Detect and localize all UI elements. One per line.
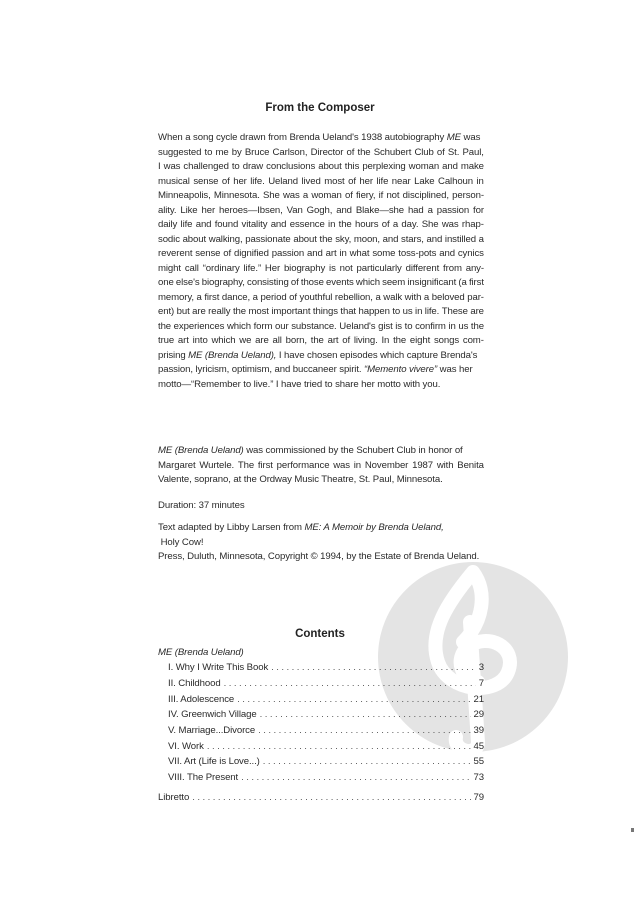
word: her — [233, 175, 247, 187]
text-line — [158, 305, 484, 320]
word: day. — [401, 219, 419, 230]
word: seem — [382, 277, 406, 288]
word: in — [339, 248, 347, 259]
text-segment: ME: A Memoir by Brenda Ueland, — [304, 522, 444, 533]
word: the — [319, 233, 333, 245]
word: us — [458, 320, 469, 332]
word: had — [407, 204, 424, 216]
word: Minneapolis, — [158, 190, 211, 201]
word: essence — [289, 219, 325, 230]
word: events — [326, 277, 354, 288]
word: vitality — [241, 219, 268, 230]
toc-item[interactable] — [158, 707, 484, 723]
text-line — [158, 262, 484, 277]
word: Bruce — [244, 146, 270, 158]
word: some — [372, 248, 396, 259]
word: the — [357, 146, 371, 158]
word: with — [404, 291, 422, 303]
word: period — [260, 291, 287, 303]
word: daily — [158, 219, 178, 230]
text-segment: prising — [158, 349, 189, 361]
toc-item[interactable] — [158, 660, 484, 676]
toc-leader-dots — [271, 660, 476, 676]
text-line — [158, 175, 484, 190]
word: was — [282, 190, 300, 201]
word: any- — [465, 262, 484, 274]
word: and — [336, 204, 352, 216]
word: the — [232, 306, 247, 317]
word: dance, — [221, 291, 251, 303]
word: confirm — [415, 320, 446, 332]
word: November — [364, 459, 409, 471]
toc-item-page: 45 — [473, 740, 484, 752]
word: different — [405, 262, 440, 274]
text-line — [158, 378, 484, 393]
word: sense — [195, 248, 221, 259]
word: first — [468, 277, 484, 288]
text-segment: Valente, soprano, at the Ordway Music Theatre, St. Paul, Minnesota. — [158, 474, 443, 485]
word: about — [182, 233, 207, 245]
word: and — [439, 248, 455, 259]
word: first — [257, 459, 273, 471]
word: her — [201, 204, 216, 216]
toc-item[interactable] — [158, 739, 484, 755]
word: challenged — [183, 161, 229, 172]
text-line — [158, 550, 484, 565]
word: what — [349, 248, 370, 259]
word: life — [180, 219, 193, 230]
word: we — [239, 335, 252, 346]
word: the — [310, 335, 324, 346]
word: rhap- — [461, 219, 484, 230]
word: St. — [447, 146, 460, 158]
word: was — [441, 219, 459, 230]
word: our — [275, 320, 289, 332]
word: make — [460, 161, 484, 172]
word: of — [290, 277, 299, 288]
text-line — [158, 247, 484, 262]
word: in — [328, 219, 336, 230]
word: beloved — [431, 291, 465, 303]
word: memory, — [158, 291, 194, 303]
word: performance — [276, 459, 330, 471]
word: Like — [180, 204, 198, 216]
toc-item[interactable] — [158, 754, 484, 770]
word: passionate — [245, 233, 291, 245]
word: moon, — [353, 233, 380, 245]
toc-item-label: VIII. The Present — [168, 772, 239, 784]
word: instilled — [444, 233, 477, 245]
word: life — [376, 175, 389, 187]
word: not — [339, 262, 353, 274]
toc-item-label: V. Marriage...Divorce — [168, 725, 256, 737]
word: to — [204, 146, 213, 158]
toc-item-page: 3 — [478, 662, 484, 674]
word: life. — [424, 306, 440, 317]
toc-item-label: Libretto — [158, 791, 190, 803]
word: eight — [409, 335, 431, 346]
word: of — [436, 146, 445, 158]
word: walk — [383, 291, 403, 303]
word: art — [327, 335, 339, 346]
word: sense — [193, 175, 219, 187]
word: really — [208, 306, 231, 317]
word: is — [395, 320, 402, 332]
word: disciplined, — [402, 190, 449, 201]
word: of — [342, 335, 351, 346]
word: in — [448, 320, 456, 332]
word: of — [289, 291, 297, 303]
word: suggested — [158, 146, 202, 158]
word: “ordinary — [202, 262, 240, 274]
text-line — [158, 473, 484, 488]
word: woman — [311, 190, 342, 201]
toc-leader-dots — [241, 770, 470, 786]
text-line — [158, 131, 484, 146]
word: a — [427, 204, 433, 216]
toc-item[interactable] — [158, 692, 484, 708]
word: to — [231, 161, 240, 172]
word: might — [158, 262, 181, 274]
toc-item-page: 39 — [473, 725, 484, 737]
word: ality. — [158, 204, 177, 216]
text-line — [158, 233, 484, 248]
toc-item-page: 29 — [473, 709, 484, 721]
word: The — [237, 459, 255, 471]
text-line — [158, 459, 484, 474]
word: a — [375, 291, 381, 303]
word: Wurtele. — [199, 459, 235, 471]
word: near — [391, 175, 411, 187]
word: passion — [271, 248, 305, 259]
word: from — [443, 262, 462, 274]
word: Carlson, — [272, 146, 308, 158]
word: the — [393, 335, 407, 346]
word: true — [158, 335, 175, 346]
word: life. — [250, 175, 265, 187]
text-line — [158, 276, 484, 291]
text-line — [158, 444, 484, 459]
text-segment: was — [460, 132, 481, 143]
word: 1987 — [412, 459, 434, 471]
word: me — [215, 146, 229, 158]
word: and — [195, 219, 212, 230]
word: else's — [175, 277, 200, 288]
word: a — [392, 219, 399, 230]
text-line — [158, 521, 484, 550]
word: hours — [354, 219, 379, 230]
word: a — [423, 291, 430, 303]
toc-work-title: ME (Brenda Ueland) — [158, 646, 244, 658]
word: draw — [242, 161, 264, 172]
toc-item-label: I. Why I Write This Book — [168, 662, 269, 674]
word: gist — [378, 320, 393, 332]
word: art — [325, 248, 337, 259]
word: a — [252, 291, 258, 303]
word: par- — [467, 291, 484, 303]
word: Minnesota. — [213, 190, 260, 201]
word: In — [381, 335, 390, 346]
word: heroes—Ibsen, — [218, 204, 283, 216]
word: of — [346, 146, 355, 158]
word: to — [392, 306, 401, 317]
word: in — [415, 306, 423, 317]
word: person- — [452, 190, 484, 201]
word: call — [184, 262, 199, 274]
word: Schubert — [373, 146, 412, 158]
word: by — [231, 146, 242, 158]
word: biography, — [201, 277, 245, 288]
word: all — [272, 335, 282, 346]
word: us — [402, 306, 413, 317]
toc-leader-dots — [263, 754, 471, 770]
word: Paul, — [462, 146, 484, 158]
toc-item[interactable] — [158, 770, 484, 786]
text-line — [158, 146, 484, 161]
word: but — [176, 306, 190, 317]
word: one — [158, 277, 174, 288]
word: which — [355, 277, 380, 288]
word: was — [333, 459, 350, 471]
commission-paragraph — [158, 444, 484, 488]
contents-heading: Contents — [295, 627, 345, 640]
word: Ueland — [268, 175, 298, 187]
text-segment: ME — [446, 132, 461, 143]
word: a — [478, 233, 484, 245]
word: things — [312, 306, 338, 317]
text-line — [158, 320, 484, 335]
word: and — [382, 233, 399, 245]
word: the — [338, 219, 352, 230]
word: form — [253, 320, 273, 332]
word: of — [221, 175, 230, 187]
toc-item[interactable] — [158, 676, 484, 692]
toc-leader-dots — [237, 692, 470, 708]
word: born, — [285, 335, 307, 346]
word: Van — [286, 204, 303, 216]
word: a — [196, 291, 202, 303]
word: musical — [158, 175, 190, 187]
word: insignificant — [407, 277, 457, 288]
toc-item-page: 21 — [473, 693, 484, 705]
word: reverent — [158, 248, 193, 259]
duration-block — [158, 499, 484, 514]
word: (a — [458, 277, 467, 288]
toc-item-libretto[interactable] — [158, 790, 484, 806]
word: sky, — [335, 233, 352, 245]
word: of — [348, 175, 356, 187]
word: of — [344, 190, 353, 201]
toc-item-page: 7 — [478, 677, 484, 689]
text-segment: When a song cycle drawn from Brenda Ueland's 1938 autobiography — [158, 132, 447, 143]
table-of-contents — [158, 645, 484, 806]
toc-item-label: VII. Art (Life is Love...) — [168, 756, 260, 768]
word: Ueland's — [339, 320, 376, 332]
word: substance. — [291, 320, 337, 332]
word: and — [426, 233, 443, 245]
word: lived — [301, 175, 321, 187]
word: Director — [310, 146, 344, 158]
credit-paragraph — [158, 521, 484, 565]
word: in — [353, 459, 362, 471]
text-line — [158, 349, 484, 364]
word: which — [211, 335, 236, 346]
word: and — [270, 219, 287, 230]
scan-speck — [631, 828, 634, 832]
text-line — [158, 363, 484, 378]
word: which — [226, 320, 251, 332]
word: Club — [414, 146, 434, 158]
text-segment: I have chosen episodes which capture Brenda's — [276, 349, 478, 361]
word: She — [262, 190, 280, 201]
word: experiences — [173, 320, 225, 332]
word: Margaret — [158, 459, 196, 471]
text-line — [158, 160, 484, 175]
text-segment: Holy Cow! — [158, 536, 204, 548]
word: first — [204, 291, 220, 303]
word: of — [223, 248, 232, 259]
word: with — [436, 459, 454, 471]
text-line — [158, 189, 484, 204]
word: and — [307, 248, 323, 259]
word: those — [300, 277, 324, 288]
word: consisting — [247, 277, 289, 288]
toc-leader-dots — [207, 739, 471, 755]
word: Calhoun — [437, 175, 474, 187]
word: particularly — [356, 262, 402, 274]
word: in — [476, 175, 484, 187]
composer-heading: From the Composer — [265, 102, 375, 114]
word: sodic — [158, 233, 180, 245]
word: ent) — [158, 306, 175, 317]
word: and — [442, 161, 458, 172]
word: this — [344, 161, 360, 172]
word: Her — [264, 262, 281, 274]
word: most — [248, 306, 269, 317]
word: Lake — [414, 175, 435, 187]
word: Gogh, — [306, 204, 333, 216]
word: important — [271, 306, 311, 317]
word: cynics — [457, 248, 484, 259]
word: most — [324, 175, 345, 187]
toc-leader-dots — [192, 790, 470, 806]
toc-leader-dots — [260, 707, 471, 723]
text-line — [158, 204, 484, 219]
word: fiery, — [355, 190, 376, 201]
word: biography — [283, 262, 326, 274]
toc-item-label: III. Adolescence — [168, 693, 235, 705]
word: are — [470, 306, 484, 317]
word: into — [192, 335, 208, 346]
word: a — [302, 190, 309, 201]
composer-paragraph — [158, 131, 484, 392]
word: stars, — [401, 233, 424, 245]
word: about — [318, 161, 342, 172]
word: not — [386, 190, 400, 201]
word: com- — [462, 335, 484, 346]
toc-item-label: IV. Greenwich Village — [168, 709, 257, 721]
word: was — [163, 161, 181, 172]
word: life.” — [243, 262, 262, 274]
text-segment: was commissioned by the Schubert Club in honor of — [243, 445, 463, 456]
word: if — [378, 190, 384, 201]
word: toss-pots — [398, 248, 437, 259]
text-segment: ME (Brenda Ueland), — [188, 349, 277, 361]
text-line — [158, 291, 484, 306]
toc-leader-dots — [224, 676, 476, 692]
duration-text: Duration: 37 minutes — [158, 499, 245, 511]
text-segment: Press, Duluth, Minnesota, Copyright © 1994, by the Estate of Brenda Ueland. — [158, 551, 480, 562]
word: songs — [433, 335, 460, 346]
word: are — [255, 335, 269, 346]
word: happen — [358, 306, 390, 317]
word: passion — [436, 204, 470, 216]
word: woman — [408, 161, 440, 172]
text-segment: was her — [437, 364, 473, 375]
toc-item-page: 73 — [473, 772, 484, 784]
text-line — [158, 334, 484, 349]
word: rebellion, — [334, 291, 373, 303]
word: her — [359, 175, 373, 187]
toc-item-label: II. Childhood — [168, 677, 221, 689]
word: found — [214, 219, 239, 230]
word: She — [421, 219, 439, 230]
toc-item[interactable] — [158, 723, 484, 739]
word: the — [470, 320, 484, 332]
word: is — [329, 262, 336, 274]
text-segment: Text adapted by Libby Larsen from — [158, 522, 305, 533]
toc-leader-dots — [258, 723, 470, 739]
word: art — [177, 335, 189, 346]
text-segment: “Memento vivere” — [364, 364, 438, 375]
toc-item-page: 55 — [473, 756, 484, 768]
word: about — [293, 233, 317, 245]
word: Blake—she — [355, 204, 405, 216]
word: the — [158, 320, 172, 332]
toc-item-label: VI. Work — [168, 740, 204, 752]
word: for — [473, 204, 484, 216]
word: that — [340, 306, 356, 317]
word: of — [381, 219, 390, 230]
word: are — [192, 306, 206, 317]
word: Benita — [457, 459, 484, 471]
text-segment: passion, lyricism, optimism, and buccaneer spirit. — [158, 364, 365, 375]
word: living. — [353, 335, 378, 346]
toc-item-page: 79 — [473, 791, 484, 803]
word: These — [441, 306, 468, 317]
word: perplexing — [362, 161, 406, 172]
text-segment: motto—“Remember to live.” I have tried to share her motto with you. — [158, 378, 441, 390]
text-segment: ME (Brenda Ueland) — [158, 445, 244, 456]
word: dignified — [234, 248, 269, 259]
text-line — [158, 218, 484, 233]
word: youthful — [299, 291, 333, 303]
word: conclusions — [266, 161, 316, 172]
word: walking, — [208, 233, 243, 245]
word: I — [158, 161, 161, 172]
word: to — [404, 320, 413, 332]
